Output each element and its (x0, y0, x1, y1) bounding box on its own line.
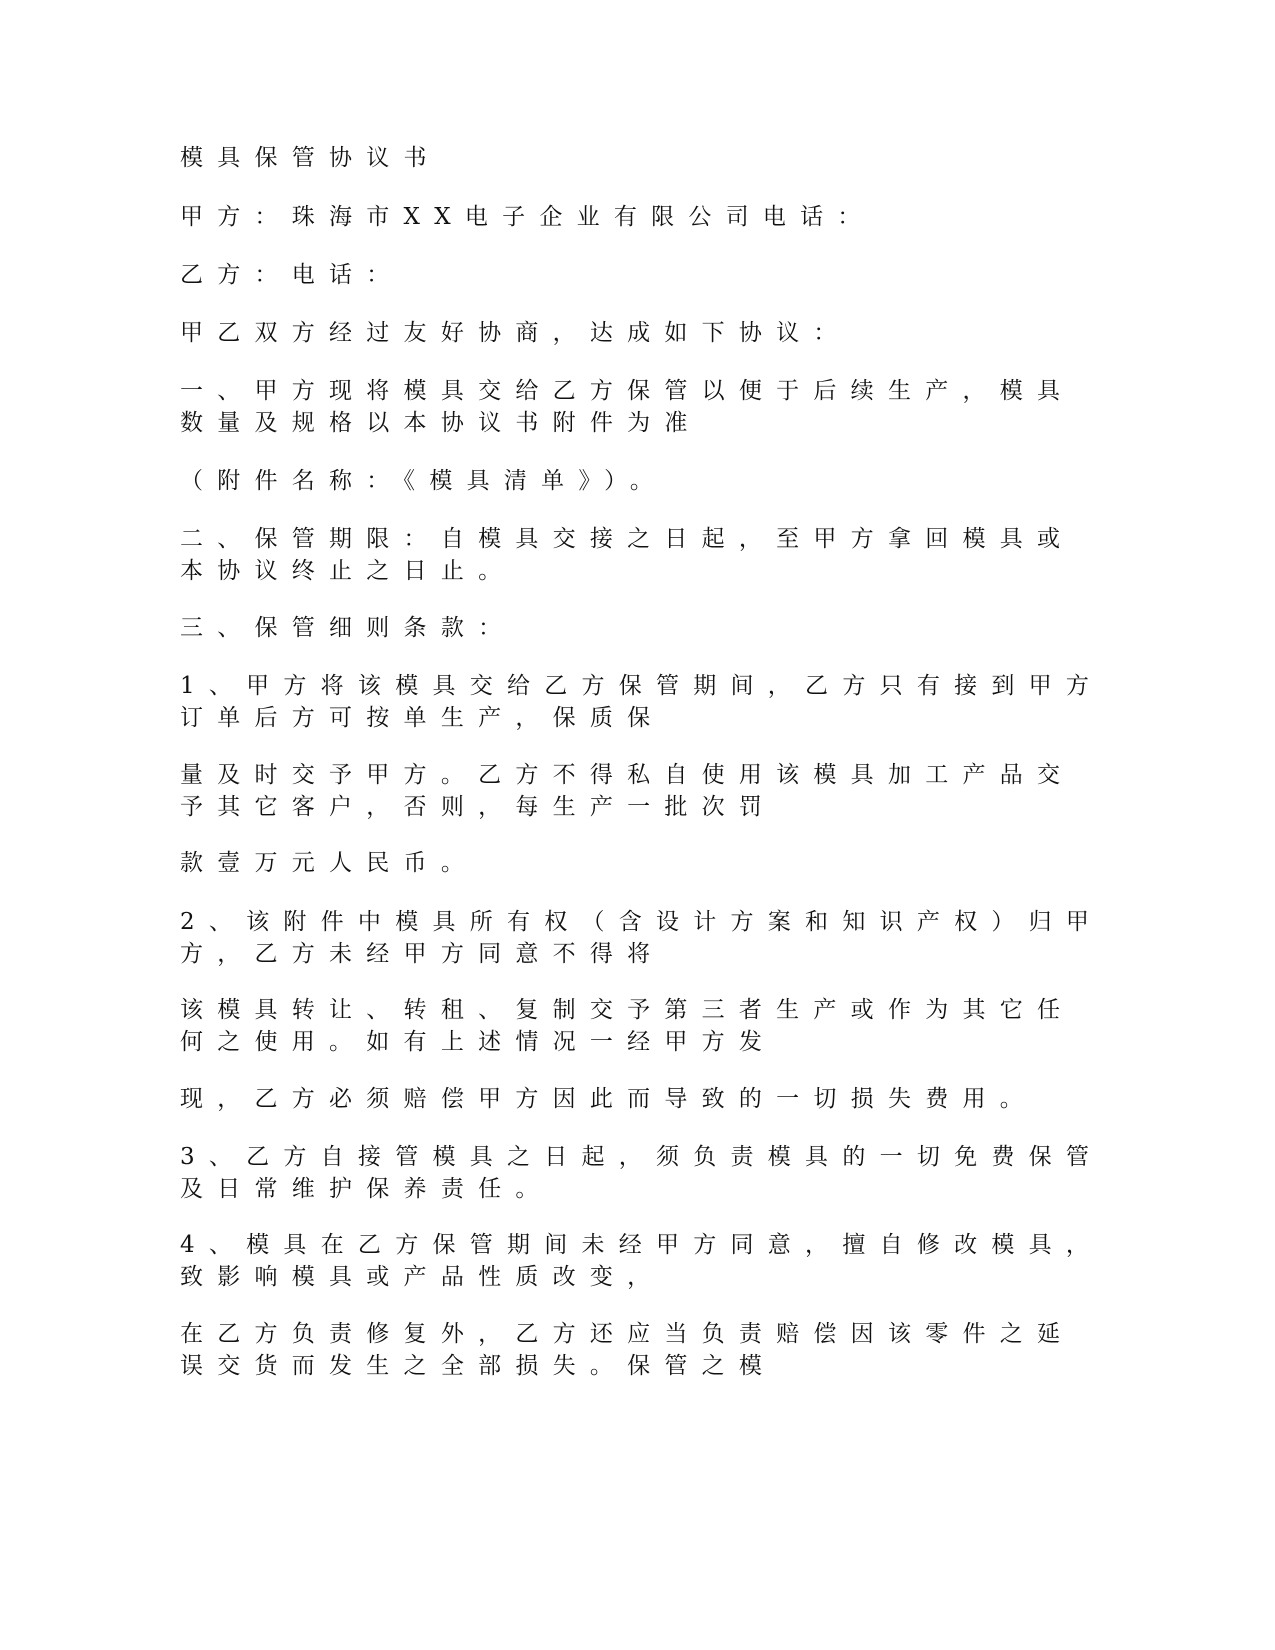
paragraph-line: 一、甲方现将模具交给乙方保管以便于后续生产，模具 (180, 378, 1075, 404)
paragraph-line: 本协议终止之日止。 (180, 558, 516, 584)
paragraph-line: 3、乙方自接管模具之日起，须负责模具的一切免费保管 (180, 1144, 1104, 1170)
paragraph-rule-2 (180, 906, 1103, 970)
paragraph-line: 款壹万元人民币。 (180, 850, 479, 876)
paragraph-line: 何之使用。如有上述情况一经甲方发 (180, 1029, 777, 1055)
paragraph-rule-3 (180, 1141, 1103, 1205)
paragraph-line: 在乙方负责修复外，乙方还应当负责赔偿因该零件之延 (180, 1321, 1075, 1347)
paragraph-rule-2-cont (180, 994, 1074, 1058)
paragraph-line: 该模具转让、转租、复制交予第三者生产或作为其它任 (180, 997, 1075, 1023)
paragraph-rule-1 (180, 670, 1103, 734)
paragraph-line: 致影响模具或产品性质改变， (180, 1264, 665, 1290)
paragraph-clause-1 (180, 375, 1074, 439)
paragraph-rule-2-compensation (180, 1083, 1037, 1115)
paragraph-line: 乙方：电话： (180, 262, 404, 288)
paragraph-line: 甲方：珠海市XX电子企业有限公司电话： (180, 204, 875, 230)
document-title: 模具保管协议书 (180, 145, 441, 171)
paragraph-rule-4 (180, 1229, 1103, 1293)
paragraph-line: 及日常维护保养责任。 (180, 1176, 553, 1202)
paragraph-attachment (180, 465, 667, 497)
paragraph-line: （附件名称：《模具清单》）。 (180, 468, 668, 494)
paragraph-party-a (180, 201, 875, 233)
document-page (180, 0, 1104, 1650)
paragraph-line: 4、模具在乙方保管期间未经甲方同意，擅自修改模具， (180, 1232, 1104, 1258)
paragraph-line: 方，乙方未经甲方同意不得将 (180, 941, 665, 967)
paragraph-intro (180, 317, 851, 349)
paragraph-line: 订单后方可按单生产，保质保 (180, 705, 665, 731)
paragraph-line: 数量及规格以本协议书附件为准 (180, 410, 702, 436)
paragraph-clause-2 (180, 523, 1074, 587)
paragraph-clause-3-heading (180, 612, 515, 644)
paragraph-line: 2、该附件中模具所有权（含设计方案和知识产权）归甲 (180, 909, 1104, 935)
paragraph-rule-4-cont (180, 1318, 1074, 1382)
paragraph-party-b (180, 259, 404, 291)
paragraph-line: 误交货而发生之全部损失。保管之模 (180, 1353, 777, 1379)
paragraph-line: 三、保管细则条款： (180, 615, 516, 641)
paragraph-line: 1、甲方将该模具交给乙方保管期间，乙方只有接到甲方 (180, 673, 1104, 699)
paragraph-line: 予其它客户，否则，每生产一批次罚 (180, 794, 777, 820)
paragraph-line: 甲乙双方经过友好协商，达成如下协议： (180, 320, 851, 346)
paragraph-line: 量及时交予甲方。乙方不得私自使用该模具加工产品交 (180, 762, 1075, 788)
paragraph-line: 二、保管期限：自模具交接之日起，至甲方拿回模具或 (180, 526, 1075, 552)
paragraph-line: 现，乙方必须赔偿甲方因此而导致的一切损失费用。 (180, 1086, 1037, 1112)
paragraph-rule-1-penalty (180, 847, 478, 879)
paragraph-rule-1-cont (180, 759, 1074, 823)
